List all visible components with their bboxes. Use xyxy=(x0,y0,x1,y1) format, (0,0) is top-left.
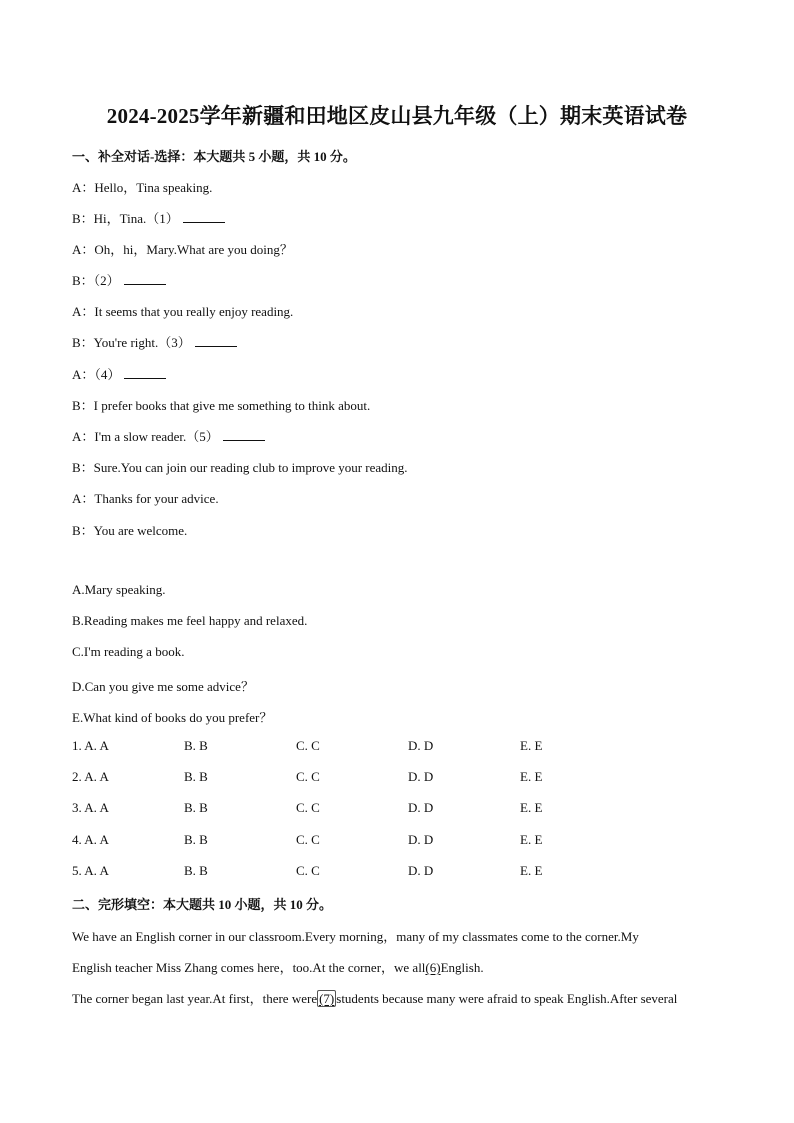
passage-line: The corner began last year.At first，there were (7) students because many were afraid to speak English.After several xyxy=(72,991,678,1006)
dialogue-line: A：Hello，Tina speaking. xyxy=(72,180,213,195)
dialogue-line: B：I prefer books that give me something to think about. xyxy=(72,398,371,413)
choice-d[interactable]: D. D xyxy=(408,863,434,878)
question-row xyxy=(72,863,632,879)
dialogue-line: B：Hi，Tina.（1） xyxy=(72,208,225,227)
choice-c[interactable]: C. C xyxy=(296,738,320,753)
answer-blank[interactable] xyxy=(124,367,166,379)
choice-e[interactable]: E. E xyxy=(520,832,543,847)
answer-blank[interactable] xyxy=(223,429,265,441)
blank-number[interactable]: (6) xyxy=(425,960,441,975)
page-title: 2024-2025学年新疆和田地区皮山县九年级（上）期末英语试卷 xyxy=(106,104,688,128)
question-row xyxy=(72,832,632,848)
dialogue-line: B：（2） xyxy=(72,270,166,289)
choice-d[interactable]: D. D xyxy=(408,738,434,753)
choice-b[interactable]: B. B xyxy=(184,863,208,878)
passage-line: English teacher Miss Zhang comes here，too.At the corner，we all(6)English. xyxy=(72,960,484,975)
question-row xyxy=(72,769,632,785)
dialogue-line: A：（4） xyxy=(72,364,166,383)
choice-a[interactable]: 5. A. A xyxy=(72,863,109,878)
passage-line: We have an English corner in our classroom.Every morning，many of my classmates come to the corner.My xyxy=(72,929,639,944)
choice-c[interactable]: C. C xyxy=(296,800,320,815)
dialogue-line: A：It seems that you really enjoy reading. xyxy=(72,304,294,319)
question-row xyxy=(72,738,632,754)
blank-number[interactable]: (7) xyxy=(319,991,335,1006)
choice-c[interactable]: C. C xyxy=(296,769,320,784)
choice-c[interactable]: C. C xyxy=(296,832,320,847)
answer-blank[interactable] xyxy=(124,273,166,285)
dialogue-line: A：Oh，hi，Mary.What are you doing？ xyxy=(72,242,293,257)
choice-d[interactable]: D. D xyxy=(408,832,434,847)
choice-e[interactable]: E. E xyxy=(520,769,543,784)
choice-b[interactable]: B. B xyxy=(184,800,208,815)
dialogue-line: A：I'm a slow reader.（5） xyxy=(72,426,265,445)
question-row xyxy=(72,800,632,816)
answer-blank[interactable] xyxy=(195,335,237,347)
option-item: B.Reading makes me feel happy and relaxed. xyxy=(72,613,308,628)
answer-blank[interactable] xyxy=(183,211,225,223)
choice-a[interactable]: 1. A. A xyxy=(72,738,109,753)
choice-a[interactable]: 4. A. A xyxy=(72,832,109,847)
choice-b[interactable]: B. B xyxy=(184,832,208,847)
choice-a[interactable]: 3. A. A xyxy=(72,800,109,815)
section-2-heading: 二、完形填空：本大题共 10 小题，共 10 分。 xyxy=(72,897,333,912)
option-item: A.Mary speaking. xyxy=(72,582,166,597)
option-item: E.What kind of books do you prefer？ xyxy=(72,710,273,725)
choice-a[interactable]: 2. A. A xyxy=(72,769,109,784)
choice-e[interactable]: E. E xyxy=(520,863,543,878)
choice-b[interactable]: B. B xyxy=(184,769,208,784)
choice-b[interactable]: B. B xyxy=(184,738,208,753)
choice-d[interactable]: D. D xyxy=(408,769,434,784)
dialogue-line: B：You are welcome. xyxy=(72,523,188,538)
choice-d[interactable]: D. D xyxy=(408,800,434,815)
option-item: C.I'm reading a book. xyxy=(72,644,185,659)
dialogue-line: B：You're right.（3） xyxy=(72,332,237,351)
dialogue-line: A：Thanks for your advice. xyxy=(72,491,219,506)
choice-e[interactable]: E. E xyxy=(520,738,543,753)
section-1-heading: 一、补全对话-选择：本大题共 5 小题，共 10 分。 xyxy=(72,149,356,164)
choice-c[interactable]: C. C xyxy=(296,863,320,878)
dialogue-line: B：Sure.You can join our reading club to improve your reading. xyxy=(72,460,408,475)
choice-e[interactable]: E. E xyxy=(520,800,543,815)
option-item: D.Can you give me some advice？ xyxy=(72,679,254,694)
